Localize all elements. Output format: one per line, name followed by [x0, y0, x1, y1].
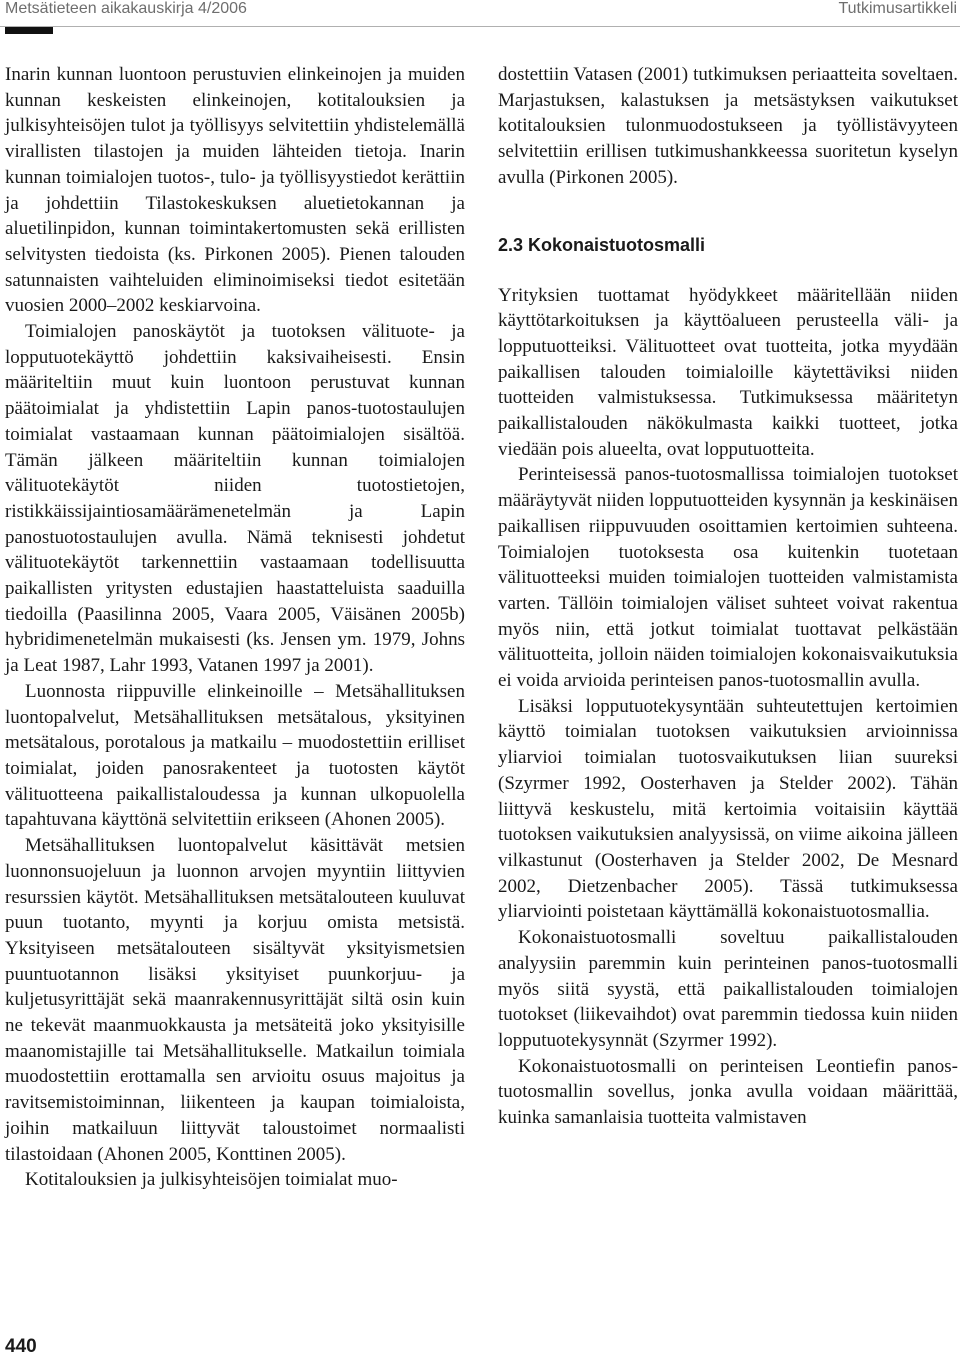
right-column — [498, 62, 958, 1131]
journal-title: Metsätieteen aikakauskirja 4/2006 — [5, 0, 247, 17]
left-column — [5, 62, 465, 1193]
paragraph: dostettiin Vatasen (2001) tutkimuksen periaatteita soveltaen. Marjastuksen, kalastuksen ja metsästyksen vaikutukset kotitalouksien tulonmuodostukseen ja työllistävyyteen selvitettiin erillisen tutkimushankkeessa suoritetun kyselyn avulla (Pirkonen 2005). — [498, 64, 958, 188]
paragraph: Luonnosta riippuville elinkeinoille – Metsähallituksen luontopalvelut, Metsähallituksen metsätalous, yksityinen metsätalous, porotalous ja matkailu – muodostettiin erilliset toimialat, joiden panosrakenteet ja tuotosten käytöt välituotteena paikallistaloudessa ja kunnan ulkopuolella tapahtuvana käyttönä selvitettiin erikseen (Ahonen 2005). — [5, 680, 465, 831]
section-heading: 2.3 Kokonaistuotosmalli — [498, 234, 706, 255]
paragraph: Metsähallituksen luontopalvelut käsittävät metsien luonnonsuojeluun ja luonnon arvojen myyntiin liittyvien resurssien käytöt. Metsähallituksen metsätalouteen kuuluvat puun tuotanto, myynti ja korjuu omista metsistä. Yksityiseen metsätalouteen sisältyvät yksityismetsien puuntuotannon lisäksi yksityiset puunkorjuu- ja kuljetusyrittäjät sekä maanrakennusyrittäjät siltä osin kuin ne tekevät maanmuokkausta ja metsäteitä joko yksityisille maanomistajille tai Metsähallitukselle. Matkailun toimiala muodostettiin erottamalla sen arvioitu osuus majoitus ja ravitsemistoiminnan, liikenteen ja kaupan toimialoista, joihin matkailuun liittyvät taloustoimet normaalisti tilastoidaan (Ahonen 2005, Konttinen 2005). — [5, 835, 465, 1165]
paragraph: Kokonaistuotosmalli soveltuu paikallistalouden analyysiin paremmin kuin perinteinen panos-tuotosmalli myös siitä syystä, että paikallistalouden toimialojen tuotokset (liikevaihdot) ovat paremmin tiedossa kuin niiden lopputuotekysynnät (Szyrmer 1992). — [498, 927, 958, 1051]
paragraph: Perinteisessä panos-tuotosmallissa toimialojen tuotokset määräytyvät niiden lopputuotteiden kysynnän ja keskinäisen paikallisen riippuvuuden osoittamien kertoimien suhteena. Toimialojen tuotoksesta osa kuitenkin tuotetaan välituotteeksi muiden toimialojen tuotteiden valmistamista varten. Tällöin toimialojen väliset suhteet voivat rakentua myös niin, että jotkut toimialat tuottavat pelkästään välituotteita, jolloin näiden toimialojen kokonaisvaikutuksia ei voida arvioida perinteisen panos-tuotosmallin avulla. — [498, 464, 958, 692]
paragraph: Kotitalouksien ja julkisyhteisöjen toimialat muo- — [25, 1169, 398, 1191]
page-number: 440 — [5, 1336, 37, 1357]
running-header — [0, 0, 960, 27]
paragraph: Kokonaistuotosmalli on perinteisen Leontiefin panos-tuotosmallin sovellus, jonka avulla voidaan määrittää, kuinka samanlaisia tuotteita valmistaven — [498, 1055, 958, 1129]
header-accent-bar — [5, 27, 53, 34]
paragraph: Toimialojen panoskäytöt ja tuotoksen välituote- ja lopputuotekäyttö johdettiin kaksivaiheisesti. Ensin määriteltiin muut kuin luontoon perustuvat kunnan päätoimialat ja yhdistettiin Lapin panos-tuotostaulujen toimialat vastaamaan kunnan päätoimialojen sisältöä. Tämän jälkeen määriteltiin kunnan toimialojen välituotekäytöt niiden tuotostietojen, ristikkäissijaintiosamäärämenetelmän ja Lapin panostuotostaulujen avulla. Nämä teknisesti johdetut välituotekäytöt tarkennettiin vastaamaan todellisuutta paikallisten yritysten edustajien haastatteluista saaduilla tiedoilla (Paasilinna 2005, Vaara 2005, Väisänen 2005b) hybridimenetelmän mukaisesti (ks. Jensen ym. 1979, Johns ja Leat 1987, Lahr 1993, Vatanen 1997 ja 2001). — [5, 321, 465, 677]
article-type: Tutkimusartikkeli — [838, 0, 957, 17]
paragraph: Yrityksien tuottamat hyödykkeet määritellään niiden käyttötarkoituksen ja käyttöalueen perusteella väli- ja lopputuotteiksi. Välituotteet ovat tuotteita, jotka myydään paikallisen talouden toimialoille käytettäviksi niiden tuotteiden valmistuksessa. Tutkimuksessa määritetyn paikallistalouden näkökulmasta kaikki tuotteet, jotka viedään pois alueelta, ovat lopputuotteita. — [498, 284, 958, 460]
paragraph: Inarin kunnan luontoon perustuvien elinkeinojen ja muiden kunnan keskeisten elinkeinojen, kotitalouksien ja julkisyhteisöjen tulot ja työllisyys selvitettiin yhdistelemällä virallisten tilastojen ja muiden lähteiden tietoja. Inarin kunnan toimialojen tuotos-, tulo- ja työllisyystiedot kerättiin ja johdettiin Tilastokeskuksen aluetietokannan ja aluetilinpidon, kunnan toimintakertomusten sekä erillisten selvitysten tiedoista (ks. Pirkonen 2005). Pienen talouden satunnaisten vaihteluiden eliminoimiseksi tiedot esitetään vuosien 2000–2002 keskiarvoina. — [5, 64, 465, 317]
paragraph: Lisäksi lopputuotekysyntään suhteutettujen kertoimien käyttö toimialan tuotoksen vaikutuksien arvioinnissa yliarvioi toimialan tuotosvaikutuksen liian suureksi (Szyrmer 1992, Oosterhaven ja Stelder 2002). Tähän liittyvä keskustelu, mitä kertoimia voitaisiin käyttää tuotoksen vaikutuksien analyysissä, on viime aikoina jälleen vilkastunut (Oosterhaven ja Stelder 2002, De Mesnard 2002, Dietzenbacher 2005). Tässä tutkimuksessa yliarviointi poistetaan käyttämällä kokonaistuotosmallia. — [498, 695, 958, 923]
